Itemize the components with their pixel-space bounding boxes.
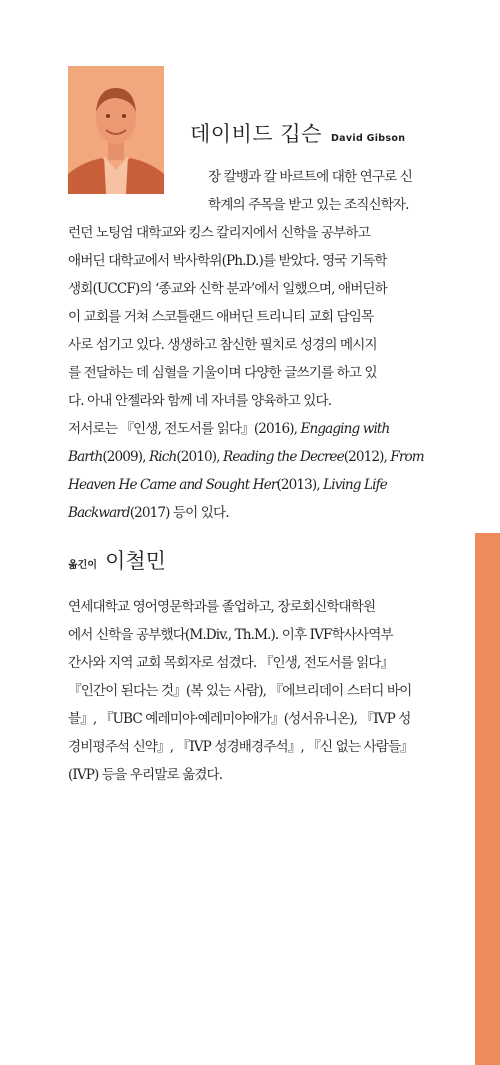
works-text: 저서로는 『인생, 전도서를 읽다』(2016),	[68, 421, 301, 437]
accent-side-bar	[475, 533, 500, 1065]
book-title: Heaven He Came and Sought Her	[68, 477, 277, 493]
works-text: (2009),	[102, 449, 149, 465]
translator-bio-line: 연세대학교 영어영문학과를 졸업하고, 장로회신학대학원	[68, 599, 376, 615]
author-works-line	[68, 415, 424, 443]
book-title: Living Life	[323, 477, 387, 493]
author-heading	[190, 118, 405, 148]
author-bio-line: 애버딘 대학교에서 박사학위(Ph.D.)를 받았다. 영국 기독학	[68, 253, 387, 269]
translator-bio	[68, 593, 413, 789]
works-text: (2017) 등이 있다.	[129, 505, 229, 521]
book-title: Engaging with	[300, 421, 390, 437]
author-bio-line: 다. 아내 안젤라와 함께 네 자녀를 양육하고 있다.	[68, 393, 332, 409]
author-works-line	[68, 443, 424, 471]
author-bio-line: 생회(UCCF)의 ‘종교와 신학 분과’에서 일했으며, 애버딘하	[68, 281, 387, 297]
author-bio-line: 이 교회를 거쳐 스코틀랜드 애버딘 트리니티 교회 담임목	[68, 309, 374, 325]
author-bio-line: 장 칼뱅과 칼 바르트에 대한 연구로 신	[208, 169, 412, 185]
book-title: Backward	[68, 505, 130, 521]
translator-bio-line: 블』, 『UBC 예레미야·예레미야애가』(성서유니온), 『IVP 성	[68, 711, 411, 727]
author-name-korean: 데이비드 깁슨	[190, 122, 322, 146]
author-works-line	[68, 471, 424, 499]
translator-heading	[68, 545, 166, 575]
works-text: (2010),	[176, 449, 223, 465]
book-title: Rich	[148, 449, 177, 465]
translator-bio-line: (IVP) 등을 우리말로 옮겼다.	[68, 767, 223, 783]
author-bio-line: 를 전달하는 데 심혈을 기울이며 다양한 글쓰기를 하고 있	[68, 365, 377, 381]
author-bio-line: 사로 섬기고 있다. 생생하고 참신한 필치로 성경의 메시지	[68, 337, 377, 353]
author-bio-line: 학계의 주목을 받고 있는 조직신학자.	[208, 197, 409, 213]
works-text: (2013),	[276, 477, 324, 493]
author-bio	[68, 163, 424, 527]
translator-role-label: 옮긴이	[68, 560, 97, 571]
translator-bio-line: 에서 신학을 공부했다(M.Div., Th.M.). 이후 IVF학사사역부	[68, 627, 393, 643]
translator-name: 이철민	[105, 549, 166, 573]
translator-bio-line: 경비평주석 신약』, 『IVP 성경배경주석』, 『신 없는 사람들』	[68, 739, 413, 755]
book-title: Barth	[68, 449, 103, 465]
author-name-english: David Gibson	[331, 133, 406, 144]
book-title: From	[390, 449, 424, 465]
works-text: (2012),	[343, 449, 391, 465]
author-bio-line: 런던 노팅엄 대학교와 킹스 칼리지에서 신학을 공부하고	[68, 225, 370, 241]
book-title: Reading the Decree	[222, 449, 344, 465]
translator-bio-line: 『인간이 된다는 것』(복 있는 사람), 『에브리데이 스터디 바이	[68, 683, 412, 699]
author-works-line	[68, 499, 424, 527]
translator-bio-line: 간사와 지역 교회 목회자로 섬겼다. 『인생, 전도서를 읽다』	[68, 655, 394, 671]
